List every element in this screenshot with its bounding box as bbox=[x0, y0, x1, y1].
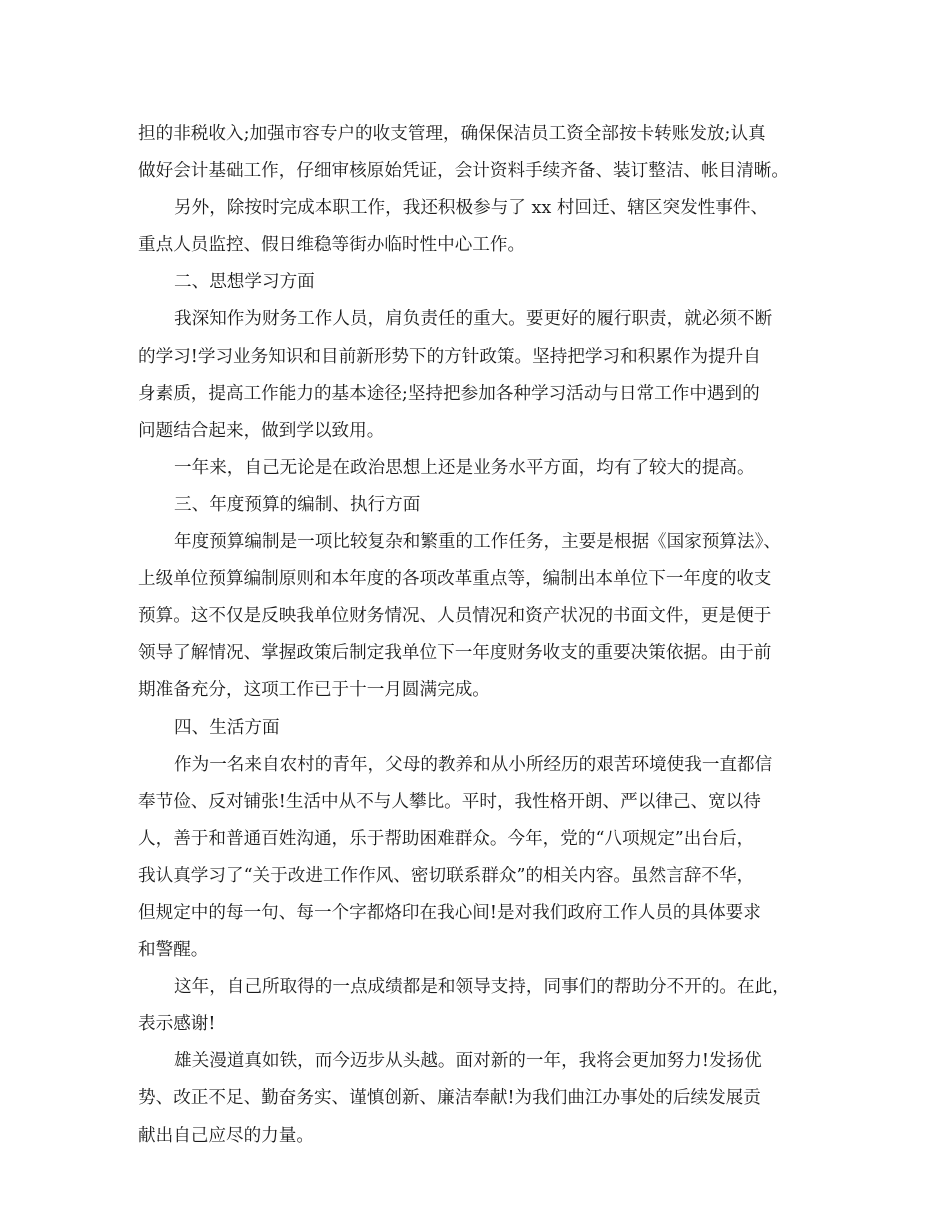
text-line: 我深知作为财务工作人员，肩负责任的重大。要更好的履行职责，就必须不断 bbox=[174, 309, 773, 330]
text-line: 身素质，提高工作能力的基本途径;坚持把参加各种学习活动与日常工作中遇到的 bbox=[138, 383, 760, 404]
text-line: 重点人员监控、假日维稳等街办临时性中心工作。 bbox=[138, 235, 526, 256]
text-line: 年度预算编制是一项比较复杂和繁重的工作任务，主要是根据《国家预算法》、 bbox=[174, 532, 781, 553]
text-line: 雄关漫道真如铁，而今迈步从头越。面对新的一年，我将会更加努力!发扬优 bbox=[174, 1051, 762, 1072]
text-line: 献出自己应尽的力量。 bbox=[138, 1125, 314, 1146]
text-line: 二、思想学习方面 bbox=[174, 272, 315, 293]
text-line: 奉节俭、反对铺张!生活中从不与人攀比。平时，我性格开朗、严以律己、宽以待 bbox=[138, 791, 761, 812]
text-line: 这年，自己所取得的一点成绩都是和领导支持，同事们的帮助分不开的。在此， bbox=[174, 977, 790, 998]
text-line: 另外，除按时完成本职工作，我还积极参与了 xx 村回迁、辖区突发性事件、 bbox=[174, 198, 769, 219]
text-line: 人，善于和普通百姓沟通，乐于帮助困难群众。今年，党的“八项规定”出台后， bbox=[138, 828, 755, 849]
text-line: 预算。这不仅是反映我单位财务情况、人员情况和资产状况的书面文件，更是便于 bbox=[138, 606, 772, 627]
text-line: 作为一名来自农村的青年，父母的教养和从小所经历的艰苦环境使我一直都信 bbox=[174, 754, 773, 775]
text-line: 做好会计基础工作，仔细审核原始凭证，会计资料手续齐备、装订整洁、帐目清晰。 bbox=[138, 161, 789, 182]
text-line: 我认真学习了“关于改进工作作风、密切联系群众”的相关内容。虽然言辞不华， bbox=[138, 865, 755, 886]
text-line: 担的非税收入;加强市容专户的收支管理，确保保洁员工资全部按卡转账发放;认真 bbox=[138, 124, 766, 144]
text-line: 和警醒。 bbox=[138, 940, 209, 961]
text-line: 上级单位预算编制原则和本年度的各项改革重点等，编制出本单位下一年度的收支 bbox=[138, 569, 772, 590]
text-line: 的学习!学习业务知识和目前新形势下的方针政策。坚持把学习和积累作为提升自 bbox=[138, 346, 761, 367]
text-line: 表示感谢! bbox=[138, 1014, 216, 1035]
text-line: 问题结合起来，做到学以致用。 bbox=[138, 420, 385, 441]
text-line: 四、生活方面 bbox=[174, 717, 280, 738]
text-line: 但规定中的每一句、每一个字都烙印在我心间!是对我们政府工作人员的具体要求 bbox=[138, 902, 761, 923]
text-line: 势、改正不足、勤奋务实、谨慎创新、廉洁奉献!为我们曲江办事处的后续发展贡 bbox=[138, 1088, 761, 1109]
text-line: 一年来，自己无论是在政治思想上还是业务水平方面，均有了较大的提高。 bbox=[174, 457, 755, 478]
text-line: 领导了解情况、掌握政策后制定我单位下一年度财务收支的重要决策依据。由于前 bbox=[138, 643, 772, 664]
text-line: 三、年度预算的编制、执行方面 bbox=[174, 494, 421, 515]
document-body bbox=[138, 116, 828, 1155]
text-line: 期准备充分，这项工作已于十一月圆满完成。 bbox=[138, 680, 490, 701]
